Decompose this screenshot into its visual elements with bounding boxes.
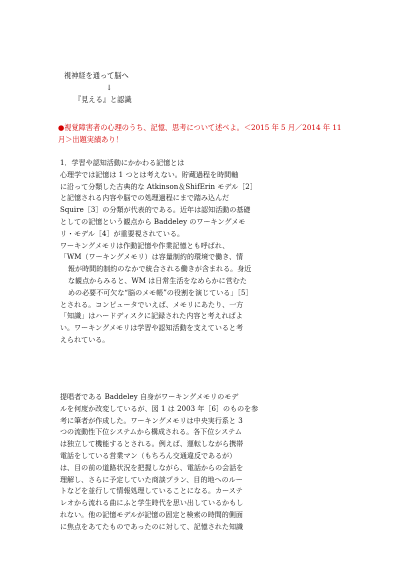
paragraph-line: とされる。コンピュータでいえば、メモリにあたり、一方 bbox=[60, 300, 244, 309]
section-heading: 1．学習や認知活動にかかわる記憶とは bbox=[60, 159, 185, 167]
paragraph-line: としての記憶という観点から Baddeley のワーキングメモ bbox=[60, 217, 246, 226]
working-memory-model-section bbox=[60, 392, 350, 534]
paragraph-line: 報が時間的制約のなかで統合される働きが含まれる。身近 bbox=[68, 265, 252, 274]
paragraph-line: に沿って分類した古典的な Atkinson＆ShifErin モデル［2］ bbox=[60, 182, 257, 191]
paragraph-line: ルを何度か改変しているが、図 1 は 2003 年［6］のものを参 bbox=[60, 404, 259, 413]
paragraph-line: は独立して機能するとされる。例えば、運転しながら携帯 bbox=[60, 440, 244, 449]
paragraph-line: れない。他の記憶モデルが記憶の固定と検索の時間的側面 bbox=[60, 510, 243, 519]
paragraph-line: い。ワーキングメモリは学習や認知活動を支えていると考 bbox=[60, 324, 244, 333]
paragraph-line: に焦点をあてたものであったのに対して、記憶された知識 bbox=[60, 522, 244, 531]
paragraph-line: ワーキングメモリは作動記憶や作業記憶とも呼ばれ、 bbox=[60, 241, 230, 250]
paragraph-line: は、目の前の道路状況を把握しながら、電話からの会話を bbox=[60, 463, 244, 472]
paragraph-line: えられている。 bbox=[60, 335, 110, 344]
paragraph-line: 「WM（ワーキングメモリ）は容量制約的環境で働き、情 bbox=[60, 253, 244, 262]
paragraph-line: トなどを並行して情報処理していることになる。カーステ bbox=[60, 487, 243, 496]
paragraph-line: 提唱者である Baddeley 自身がワーキングメモリのモデ bbox=[60, 393, 239, 401]
paragraph-line: と記憶される内容や脳での処理過程にまで踏み込んだ bbox=[60, 194, 230, 203]
note-line-optic-nerve: 視神経を通って脳へ bbox=[64, 71, 129, 80]
paragraph-line: 「知識」はハードディスクに記録された内容と考えればよ bbox=[60, 312, 243, 321]
paragraph-line: 心理学では記憶は 1 つとは考えない。貯蔵過程を時間軸 bbox=[60, 170, 239, 179]
question-line: 月＞出題実績あり！ bbox=[58, 135, 123, 144]
paragraph-line: リ・モデル［4］が重要視されている。 bbox=[60, 229, 185, 238]
paragraph-line: めの必要不可欠な“脳のメモ帳”の役割を演じている」［5］ bbox=[68, 288, 253, 297]
paragraph-line: つの流動性下位システムから構成される。各下位システム bbox=[60, 428, 242, 437]
paragraph-line: レオから流れる曲にふと学生時代を思い出しているかもし bbox=[60, 499, 244, 508]
down-arrow-icon: ↓ bbox=[106, 83, 113, 92]
paragraph-line: Squire［3］の分類が代表的である。近年は認知活動の基礎 bbox=[60, 206, 251, 215]
paragraph-line: 考に筆者が作成した。ワーキングメモリは中央実行系と 3 bbox=[60, 416, 243, 425]
paragraph-line: な観点からみると、WM は日常生活をなめらかに営むた bbox=[68, 276, 247, 285]
paragraph-line: 理解し、さらに予定していた商談プラン、目的地へのルー bbox=[60, 475, 243, 484]
paragraph-line: 電話をしている営業マン（もちろん交通違反であるが） bbox=[60, 451, 237, 460]
note-line-recognition: 『見える』と認識 bbox=[74, 95, 132, 104]
question-line: ●視覚障害者の心理のうち、記憶、思考について述べよ。＜2015 年 5 月／2014 年 11 bbox=[58, 123, 342, 132]
exam-question bbox=[58, 122, 363, 146]
vision-process-note bbox=[64, 70, 132, 106]
memory-section bbox=[60, 158, 350, 347]
